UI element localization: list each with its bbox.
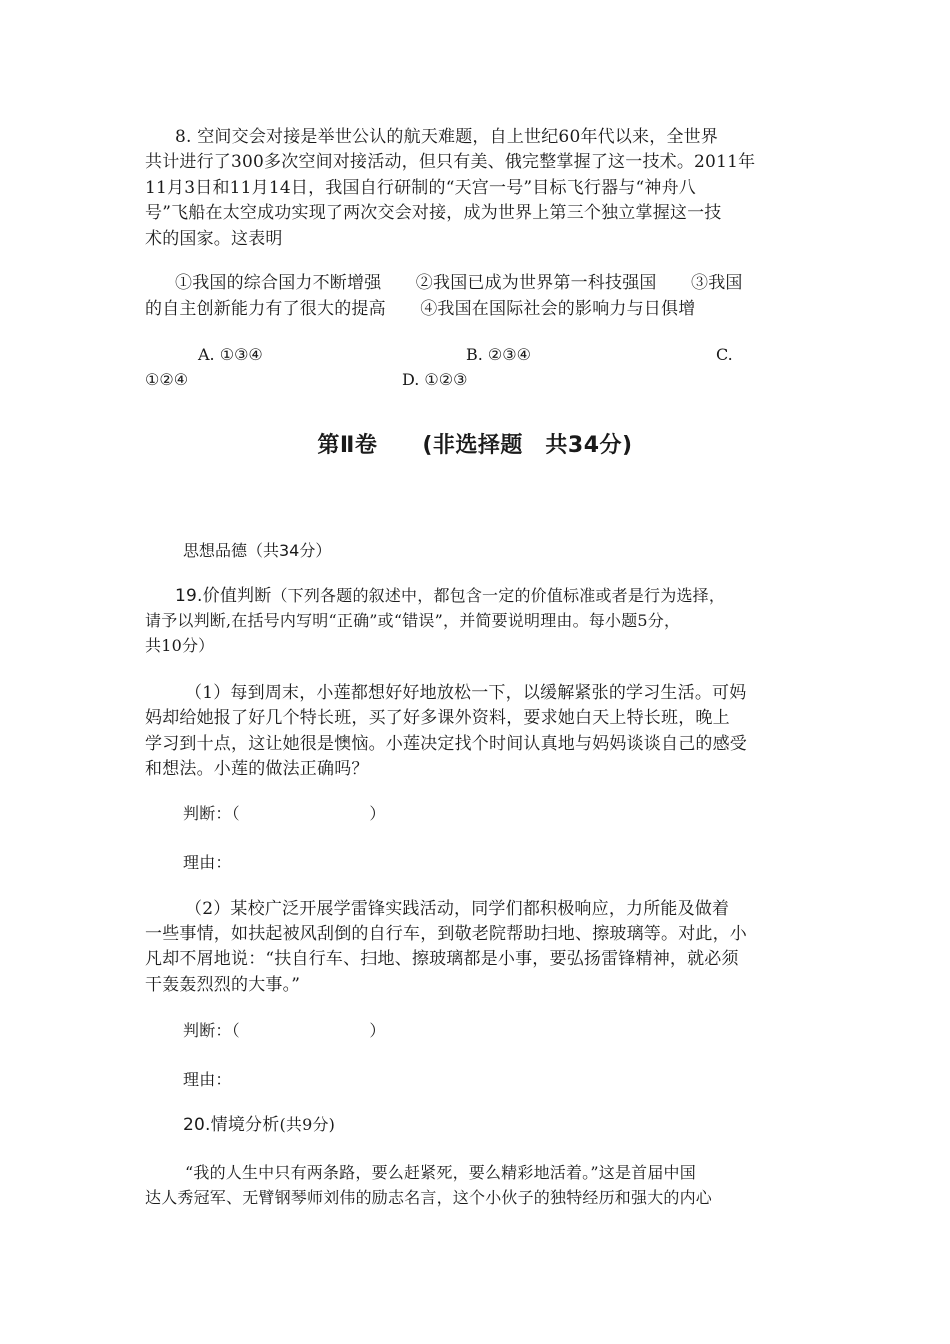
- q19-judge-2: 判断：（ ）: [183, 1021, 386, 1040]
- q8-option-d: D. ①②③: [402, 370, 468, 389]
- q8-line-5: 术的国家。这表明: [145, 229, 283, 249]
- q8-line-4: 号”飞船在太空成功实现了两次交会对接，成为世界上第三个独立掌握这一技: [145, 203, 722, 223]
- q8-line-2: 共计进行了300多次空间对接活动，但只有美、俄完整掌握了这一技术。2011年: [145, 152, 756, 172]
- q8-line-1: 8. 空间交会对接是举世公认的航天难题，自上世纪60年代以来，全世界: [175, 127, 719, 147]
- q20-title: 20.情境分析: [183, 1115, 280, 1135]
- q8-option-c: C.: [716, 345, 733, 364]
- q19-intro-first: （下列各题的叙述中，都包含一定的价值标准或者是行为选择，: [271, 586, 726, 605]
- subject-heading: 思想品德（共34分）: [183, 541, 332, 560]
- section-title: 第Ⅱ卷 (非选择题 共34分): [317, 433, 633, 458]
- q19-p1-line-4: 和想法。小莲的做法正确吗？: [145, 759, 369, 779]
- q20-line-1: “我的人生中只有两条路，要么赶紧死，要么精彩地活着。”这是首届中国: [185, 1163, 696, 1182]
- q19-p2-line-4: 干轰轰烈烈的大事。”: [145, 975, 301, 995]
- q19-intro-line-3: 共10分）: [145, 636, 215, 655]
- q19-p1-line-2: 妈却给她报了好几个特长班，买了好多课外资料，要求她白天上特长班，晚上: [145, 708, 730, 728]
- q19-title: 19.价值判断: [175, 586, 272, 606]
- q8-statement-line-1: ①我国的综合国力不断增强 ②我国已成为世界第一科技强国 ③我国: [175, 273, 743, 293]
- q19-judge-1: 判断：（ ）: [183, 804, 386, 823]
- q19-intro-line-2: 请予以判断,在括号内写明“正确”或“错误”，并简要说明理由。每小题5分，: [145, 611, 681, 630]
- q20-heading: [183, 1113, 335, 1137]
- q19-p2-line-1: （2）某校广泛开展学雷锋实践活动，同学们都积极响应，力所能及做着: [185, 899, 730, 919]
- q8-line-3: 11月3日和11月14日，我国自行研制的“天宫一号”目标飞行器与“神舟八: [145, 178, 696, 198]
- q20-score: (共9分): [279, 1115, 336, 1134]
- q8-option-b: B. ②③④: [466, 345, 531, 364]
- q19-reason-2: 理由：: [183, 1070, 232, 1089]
- q8-option-c-choices: ①②④: [145, 370, 189, 389]
- q19-p1-line-1: （1）每到周末，小莲都想好好地放松一下，以缓解紧张的学习生活。可妈: [185, 683, 747, 703]
- q20-line-2: 达人秀冠军、无臂钢琴师刘伟的励志名言，这个小伙子的独特经历和强大的内心: [145, 1188, 713, 1207]
- q19-p2-line-2: 一些事情，如扶起被风刮倒的自行车，到敬老院帮助扫地、擦玻璃等。对此，小: [145, 924, 747, 944]
- q8-option-a: A. ①③④: [198, 345, 263, 364]
- q19-reason-1: 理由：: [183, 853, 232, 872]
- q8-statement-line-2: 的自主创新能力有了很大的提高 ④我国在国际社会的影响力与日俱增: [145, 299, 696, 319]
- q19-p1-line-3: 学习到十点，这让她很是懊恼。小莲决定找个时间认真地与妈妈谈谈自己的感受: [145, 734, 747, 754]
- q19-p2-line-3: 凡却不屑地说：“扶自行车、扫地、擦玻璃都是小事，要弘扬雷锋精神，就必须: [145, 949, 739, 969]
- q19-intro-line-1: [175, 584, 725, 608]
